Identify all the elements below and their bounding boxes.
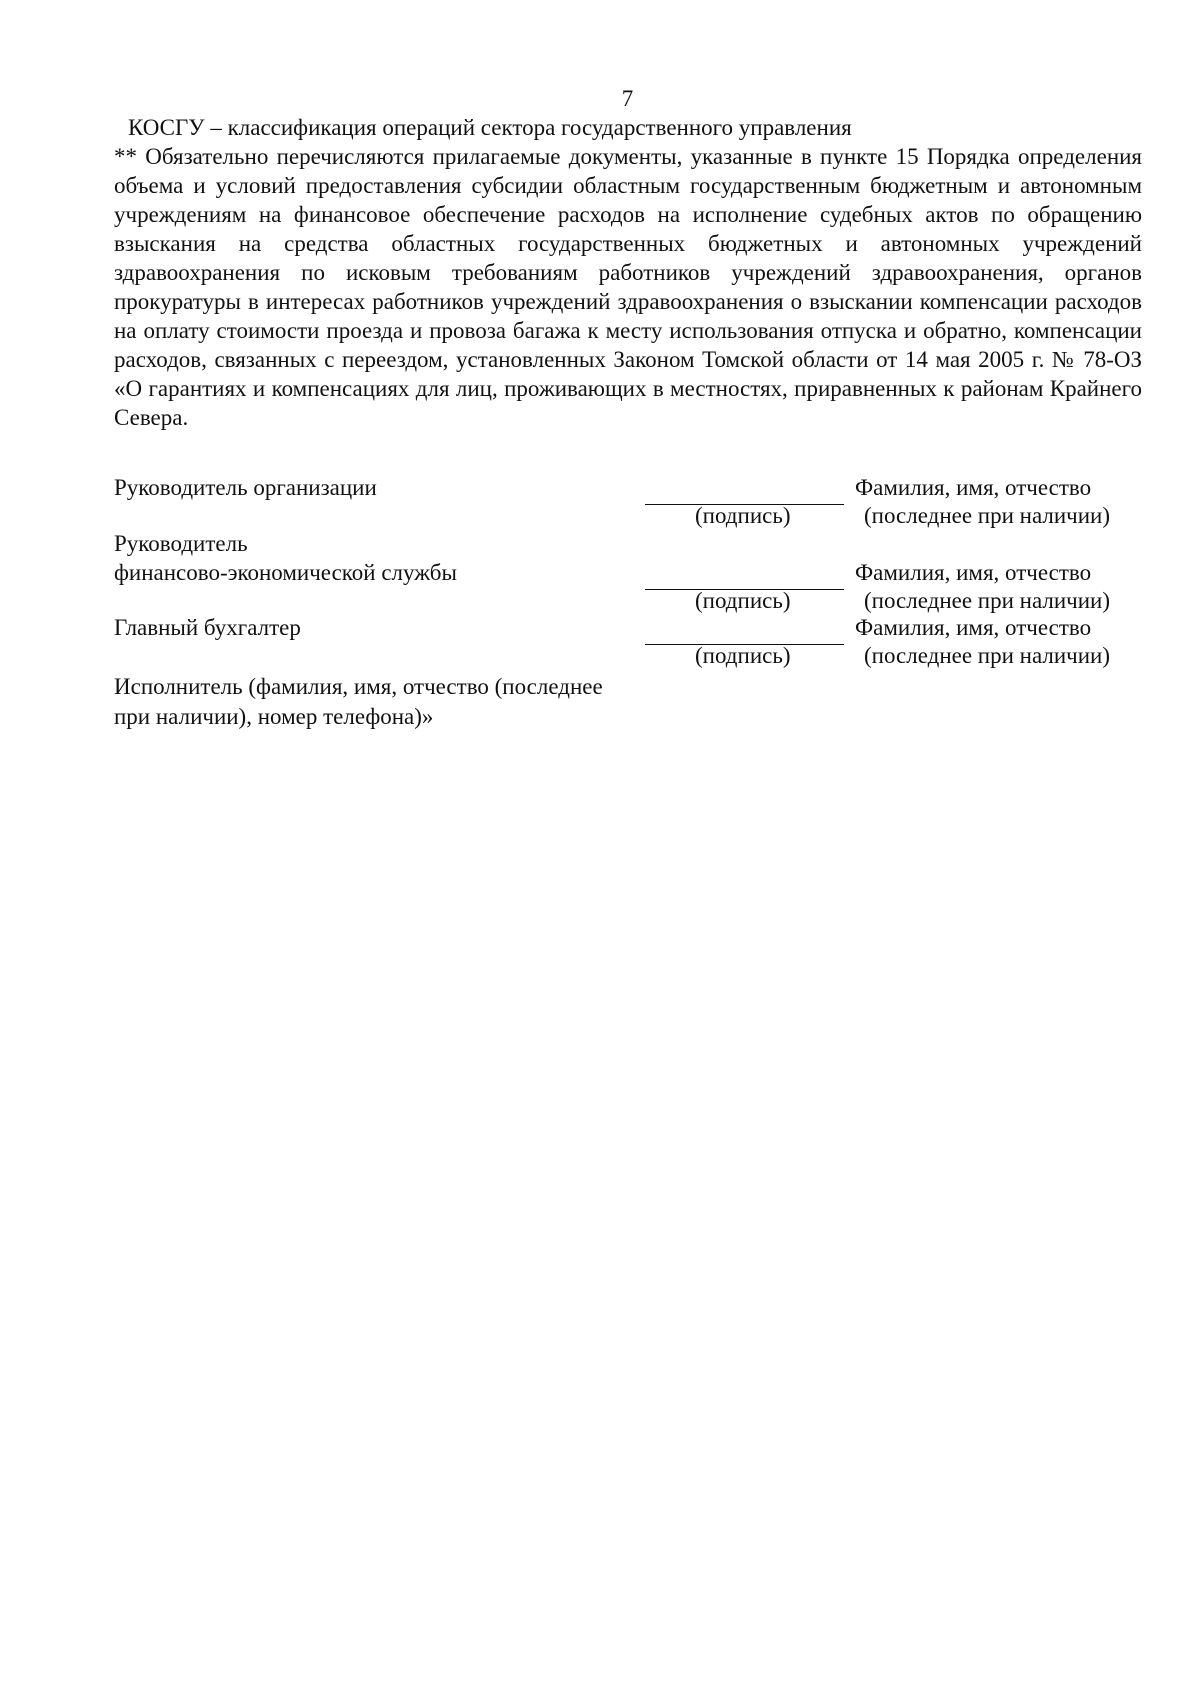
signature-caption: (подпись) — [695, 643, 791, 668]
footnote-documents-text: Обязательно перечисляются прилагаемые документы, указанные в пункте 15 Порядка определения объема и условий предоставления субсидии областным государственным бюджетным и автономным учреждениям на финансовое обеспечение расходов на исполнение судебных актов по обращению взыскания на средства областных государственных бюджетных и автономных учреждений здравоохранения по исковым требованиям работников учреждений здравоохранения, органов прокуратуры в интересах работников учреждений здравоохранения о взыскании компенсации расходов на оплату стоимости проезда и провоза багажа к месту использования отпуска и обратно, компенсации расходов, связанных с переездом, установленных Законом Томской области от 14 мая 2005 г. № 78-ОЗ «О гарантиях и компенсациях для лиц, проживающих в местностях, приравненных к районам Крайнего Севера. — [114, 144, 1143, 430]
signature-row-accountant — [114, 615, 1144, 668]
signature-label: Руководитель организации — [114, 475, 377, 500]
signature-name-caption: (последнее при наличии) — [864, 588, 1111, 613]
signature-label: Главный бухгалтер — [114, 615, 301, 640]
signature-name-caption: (последнее при наличии) — [864, 643, 1111, 668]
executor-info: Исполнитель (фамилия, имя, отчество (последнее при наличии), номер телефона)» — [114, 674, 603, 729]
footnote-kosgu: КОСГУ – классификация операций сектора государственного управления — [128, 115, 852, 140]
signature-row-finance — [114, 560, 1144, 613]
signature-label: финансово-экономической службы — [114, 560, 457, 585]
signature-row-head — [114, 475, 1144, 528]
footnote-documents — [114, 142, 1142, 432]
signature-name-caption: (последнее при наличии) — [864, 503, 1111, 528]
footnotes — [114, 113, 1142, 432]
signature-name-placeholder: Фамилия, имя, отчество — [855, 560, 1092, 585]
signature-name-placeholder: Фамилия, имя, отчество — [855, 615, 1092, 640]
signature-caption: (подпись) — [695, 503, 791, 528]
signature-label-prefix: Руководитель — [114, 531, 248, 556]
signature-name-placeholder: Фамилия, имя, отчество — [855, 475, 1092, 500]
signature-caption: (подпись) — [695, 588, 791, 613]
footnote-marker: ** — [114, 144, 137, 169]
page-number: 7 — [621, 86, 634, 111]
